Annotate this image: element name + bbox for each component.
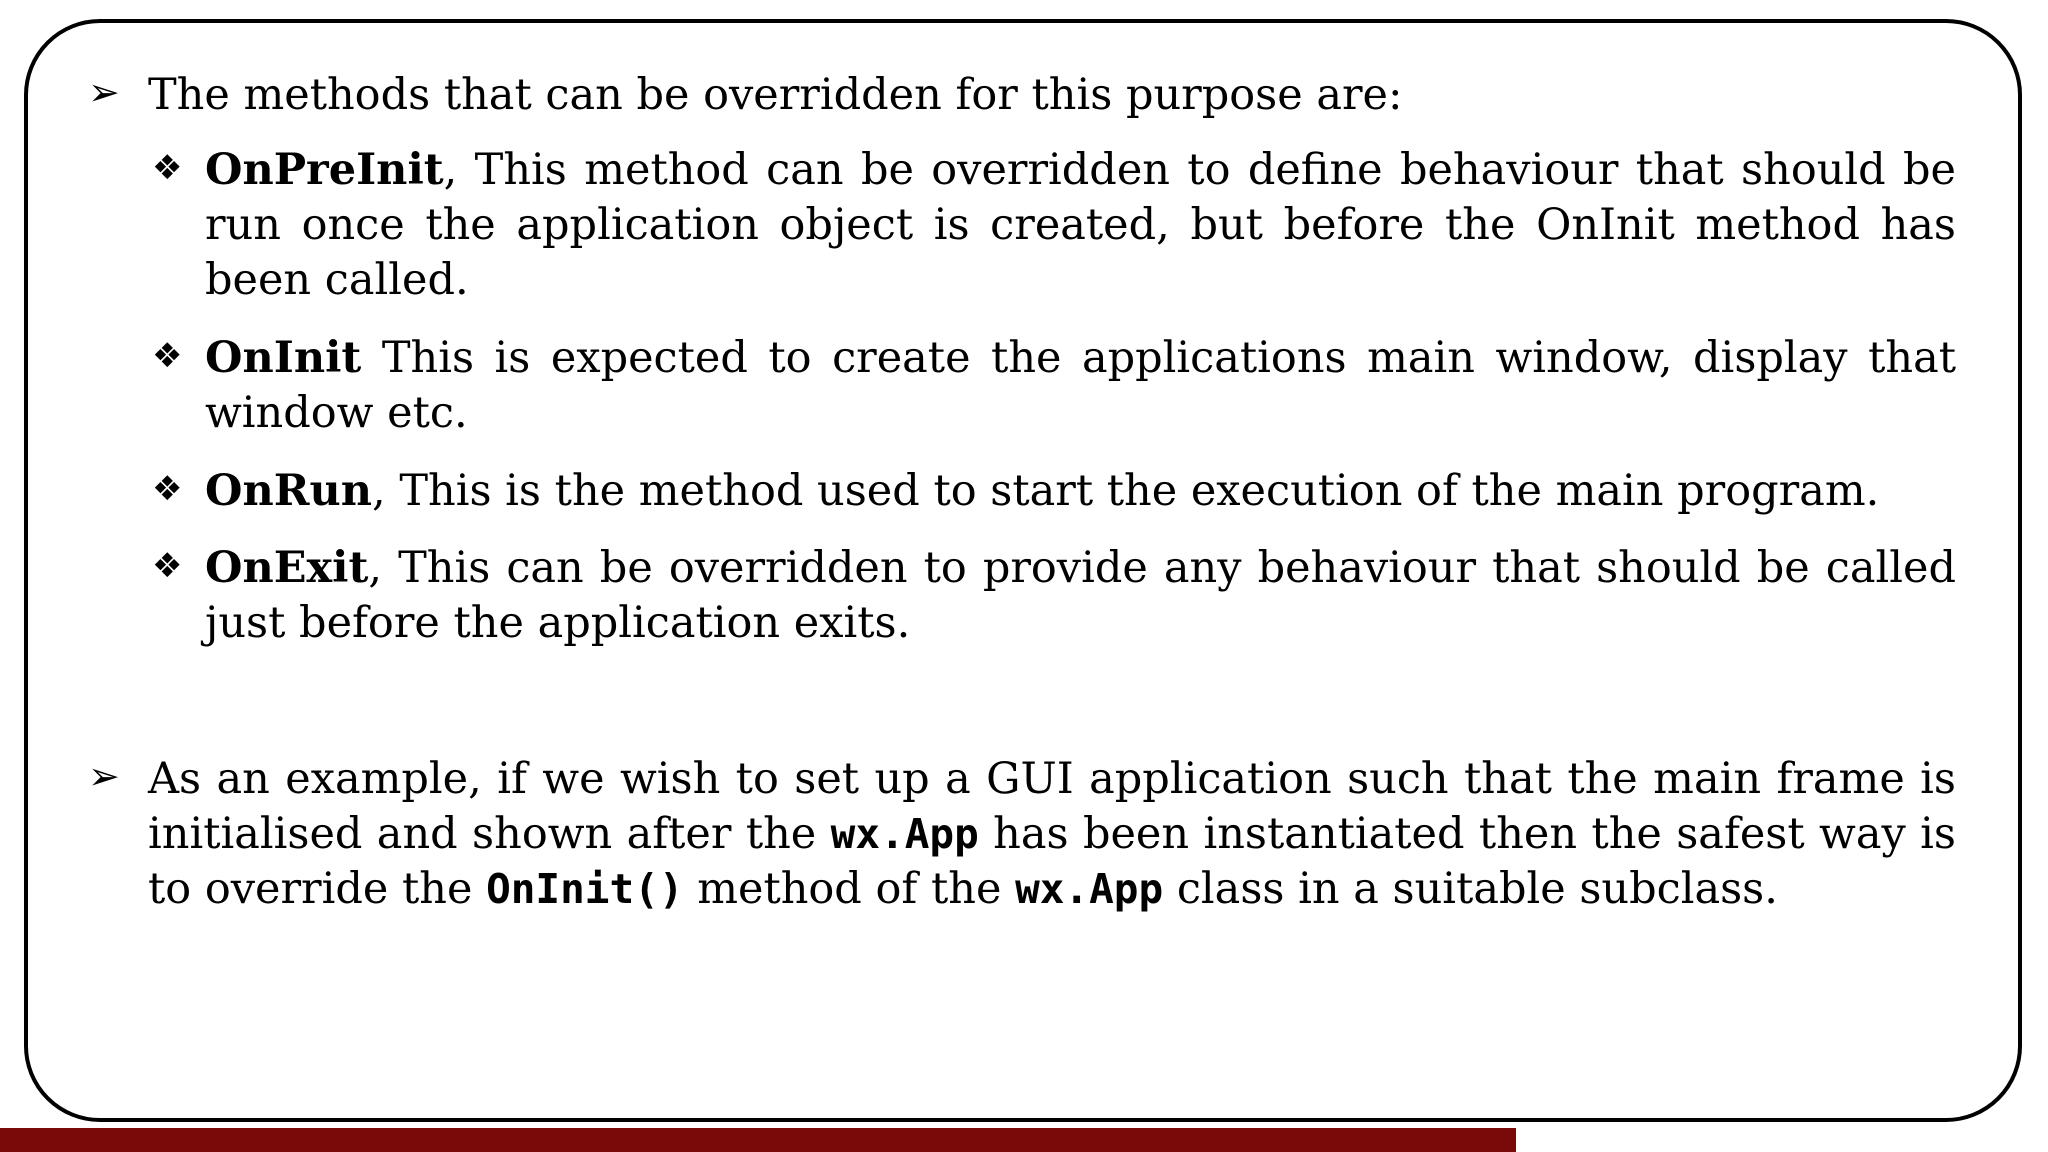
- example-text: As an example, if we wish to set up a GUI application such that the main frame is initialised and shown after the wx.App has been instantiated then the safest way is to override the OnInit() method of the wx.App class in a suitable subclass.: [148, 754, 1956, 914]
- diamond-bullet-icon: ❖: [152, 469, 183, 509]
- diamond-bullet-icon: ❖: [152, 336, 183, 376]
- method-text: [205, 541, 1956, 651]
- arrow-bullet-icon: ➢: [88, 754, 120, 798]
- code-wx-app: wx.App: [1015, 865, 1164, 913]
- method-name: OnPreInit: [205, 145, 444, 195]
- method-name: OnExit: [205, 543, 369, 593]
- method-text: [205, 143, 1956, 308]
- method-name: OnRun: [205, 466, 372, 516]
- method-text: [205, 464, 2005, 519]
- code-oninit: OnInit(): [486, 865, 684, 913]
- arrow-bullet-icon: ➢: [88, 70, 120, 114]
- method-description: , This method can be overridden to define behaviour that should be run once the application object is created, but before the OnInit method has been called.: [205, 145, 1956, 305]
- method-text: [205, 331, 1956, 441]
- code-wx-app: wx.App: [830, 810, 979, 858]
- method-name: OnInit: [205, 333, 362, 383]
- method-description: This is expected to create the applications main window, display that window etc.: [205, 333, 1956, 438]
- diamond-bullet-icon: ❖: [152, 148, 183, 188]
- method-description: , This is the method used to start the execution of the main program.: [371, 466, 1880, 516]
- intro-text: The methods that can be overridden for this purpose are:: [148, 70, 1403, 120]
- method-description: , This can be overridden to provide any behaviour that should be called just before the application exits.: [205, 543, 1956, 648]
- footer-bar: [0, 1128, 1516, 1152]
- diamond-bullet-icon: ❖: [152, 546, 183, 586]
